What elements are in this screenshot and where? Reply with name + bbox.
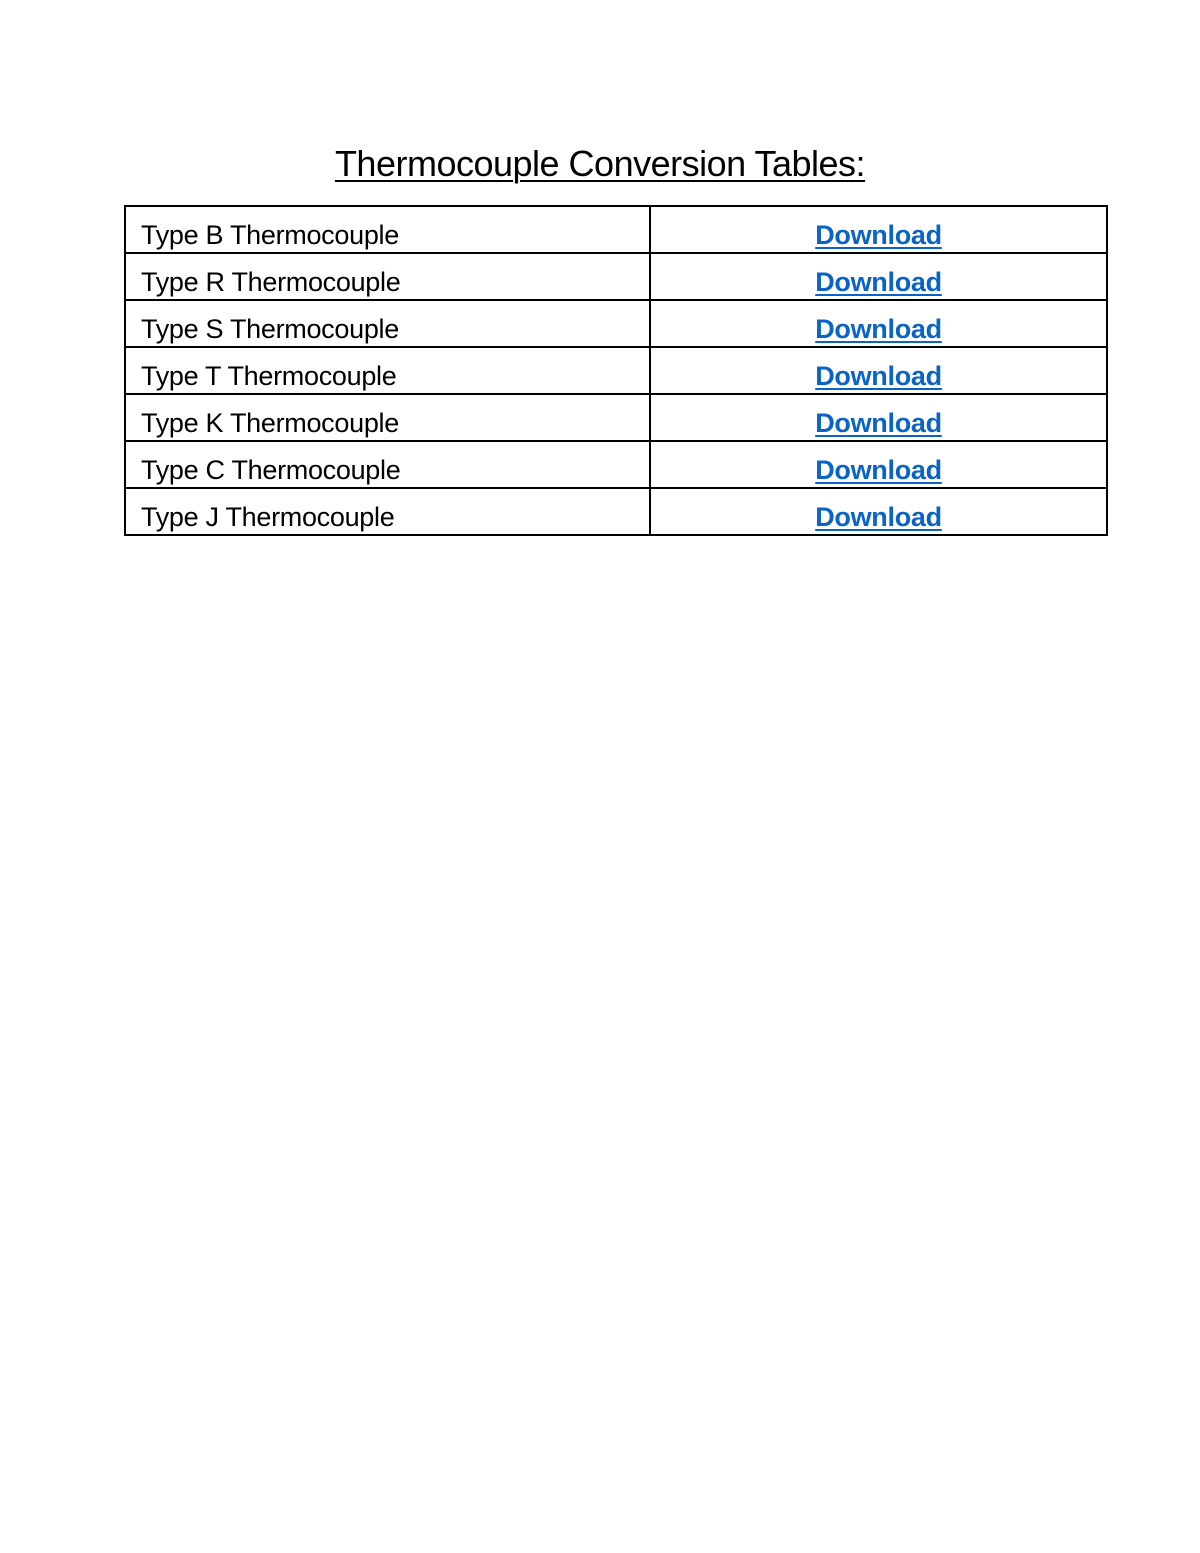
download-link-type-r[interactable]: Download [815,267,942,297]
thermocouple-type-label: Type T Thermocouple [125,347,650,394]
thermocouple-type-label: Type B Thermocouple [125,206,650,253]
download-link-type-b[interactable]: Download [815,220,942,250]
table-row [125,488,1107,535]
thermocouple-type-label: Type J Thermocouple [125,488,650,535]
download-cell [650,441,1107,488]
download-cell [650,206,1107,253]
download-link-type-t[interactable]: Download [815,361,942,391]
download-link-type-s[interactable]: Download [815,314,942,344]
download-cell [650,347,1107,394]
table-row [125,347,1107,394]
table-row [125,441,1107,488]
download-cell [650,300,1107,347]
thermocouple-type-label: Type S Thermocouple [125,300,650,347]
table-row [125,300,1107,347]
page-title: Thermocouple Conversion Tables: [334,143,866,184]
thermocouple-type-label: Type C Thermocouple [125,441,650,488]
download-cell [650,253,1107,300]
table-row [125,253,1107,300]
download-cell [650,394,1107,441]
thermocouple-type-label: Type K Thermocouple [125,394,650,441]
thermocouple-type-label: Type R Thermocouple [125,253,650,300]
thermocouple-table [124,205,1108,536]
download-cell [650,488,1107,535]
download-link-type-j[interactable]: Download [815,502,942,532]
table-row [125,394,1107,441]
download-link-type-c[interactable]: Download [815,455,942,485]
table-row [125,206,1107,253]
download-link-type-k[interactable]: Download [815,408,942,438]
